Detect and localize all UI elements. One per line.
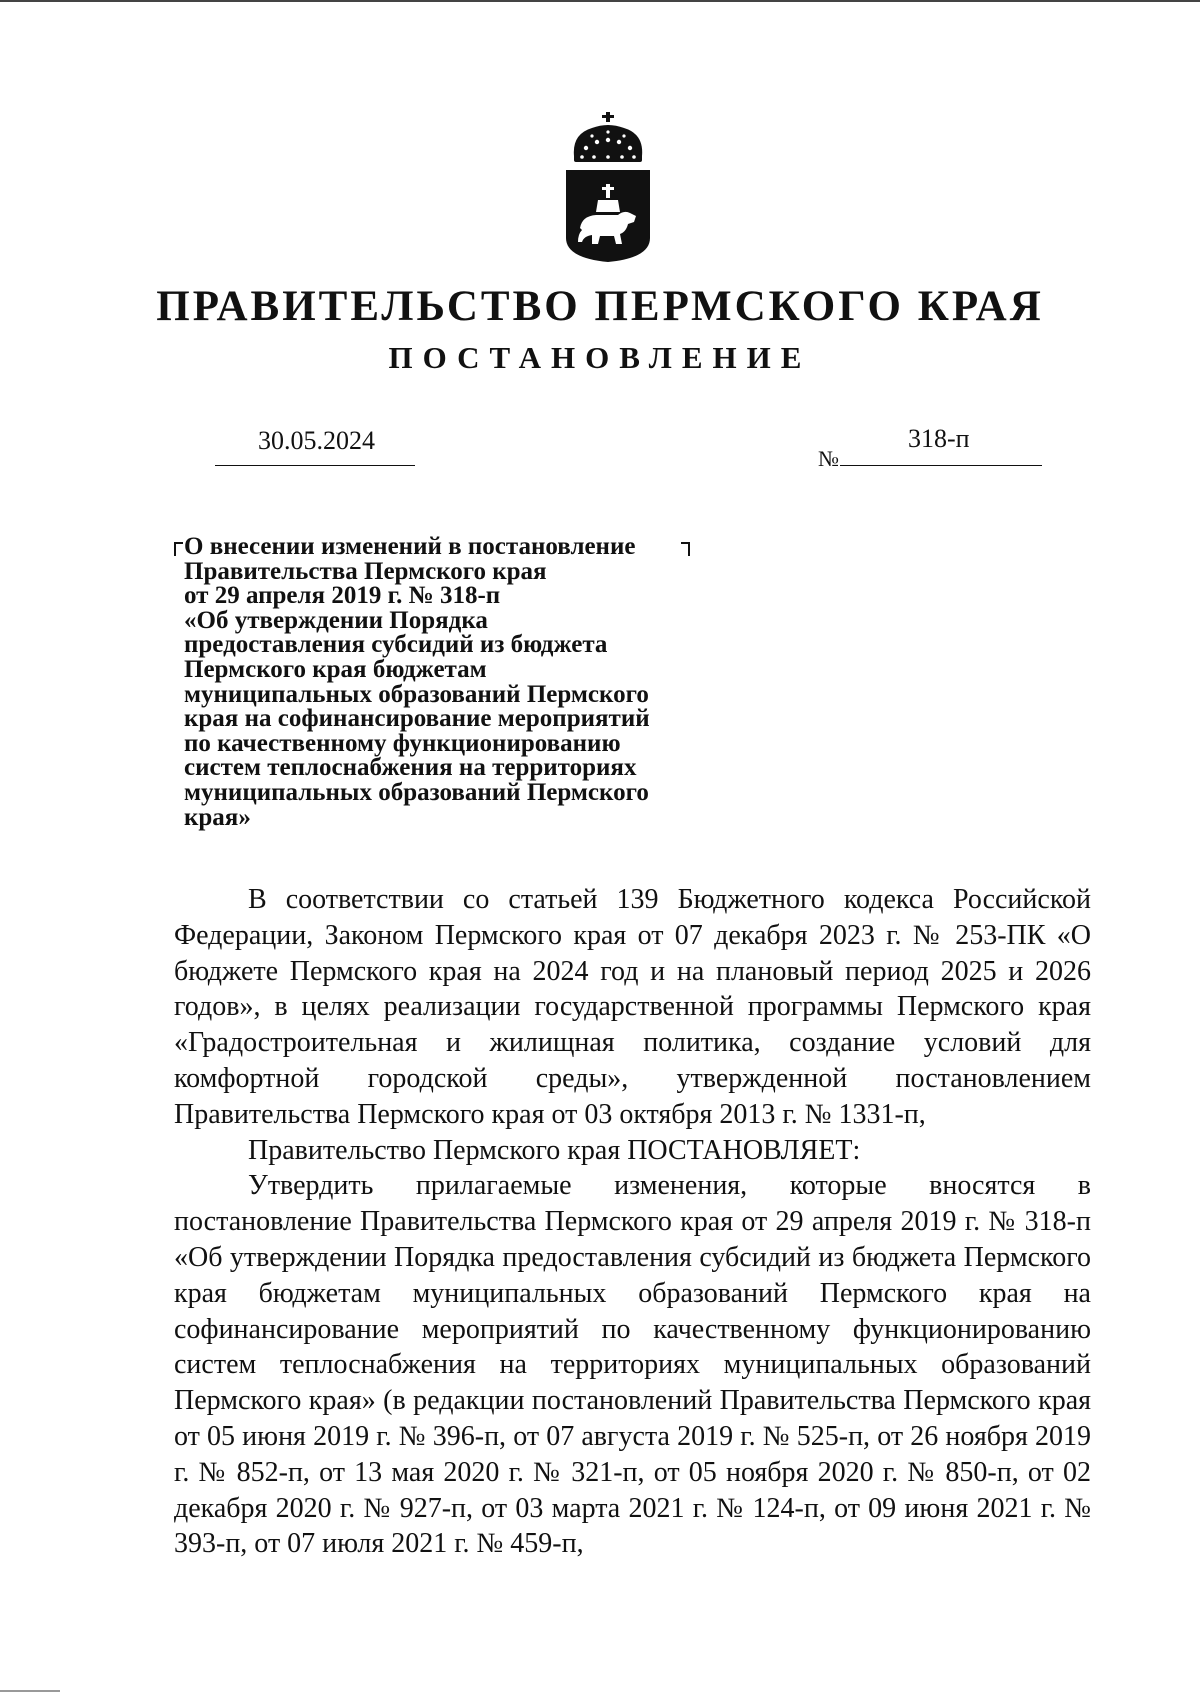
subject-line: Правительства Пермского края — [184, 557, 547, 585]
number-sign: № — [818, 446, 839, 471]
document-date: 30.05.2024 — [258, 426, 375, 455]
document-body — [174, 882, 1091, 1562]
document-subject — [184, 535, 724, 830]
document-type-heading: ПОСТАНОВЛЕНИЕ — [388, 340, 812, 375]
government-title: ПРАВИТЕЛЬСТВО ПЕРМСКОГО КРАЯ — [156, 283, 1044, 330]
subject-line: предоставления субсидий из бюджета — [184, 631, 608, 659]
subject-line: «Об утверждении Порядка — [184, 606, 488, 634]
subject-line: от 29 апреля 2019 г. № 318-п — [184, 582, 501, 610]
subject-line: края на софинансирование мероприятий — [184, 705, 650, 733]
subject-line: О внесении изменений в постановление — [184, 533, 636, 560]
resolution-clause: Правительство Пермского края ПОСТАНОВЛЯЕТ: — [248, 1134, 861, 1166]
amendment-paragraph: Утвердить прилагаемые изменения, которые вносятся в постановление Правительства Пермского края от 29 апреля 2019 г. № 318-п «Об утверждении Порядка предоставления субсидий из бюджета Пермского края бюджетам муниципальных образований Пермского края на софинансирование мероприятий по качественному функционированию систем теплоснабжения на территориях муниципальных образований Пермского края» (в редакции постановлений Правительства Пермского края от 05 июня 2019 г. № 396-п, от 07 августа 2019 г. № 525-п, от 26 ноября 2019 г. № 852-п, от 13 мая 2020 г. № 321-п, от 05 ноября 2020 г. № 850-п, от 02 декабря 2020 г. № 927-п, от 03 марта 2021 г. № 124-п, от 09 июня 2021 г. № 393-п, от 07 июля 2021 г. № 459-п, — [174, 1170, 1091, 1560]
scan-edge-top — [0, 0, 1200, 2]
scan-edge-bottom — [0, 1690, 60, 1692]
subject-corner-left — [174, 542, 183, 556]
subject-line: по качественному функционированию — [184, 729, 621, 757]
number-underline — [840, 465, 1042, 466]
subject-line: края» — [184, 803, 251, 831]
subject-line: муниципальных образований Пермского — [184, 778, 649, 806]
legal-basis-paragraph: В соответствии со статьей 139 Бюджетного кодекса Российской Федерации, Законом Пермского края от 07 декабря 2023 г. № 253-ПК «О бюджете Пермского края на 2024 год и на плановый период 2025 и 2026 годов», в целях реализации государственной программы Пермского края «Градостроительная и жилищная политика, создание условий для комфортной городской среды», утвержденной постановлением Правительства Пермского края от 03 октября 2013 г. № 1331-п, — [174, 884, 1091, 1130]
subject-line: систем теплоснабжения на территориях — [184, 754, 637, 782]
subject-line: муниципальных образований Пермского — [184, 680, 649, 708]
document-number: 318-п — [908, 424, 970, 453]
perm-krai-coat-of-arms-icon — [562, 112, 654, 264]
subject-line: Пермского края бюджетам — [184, 655, 487, 683]
date-underline — [215, 465, 415, 466]
